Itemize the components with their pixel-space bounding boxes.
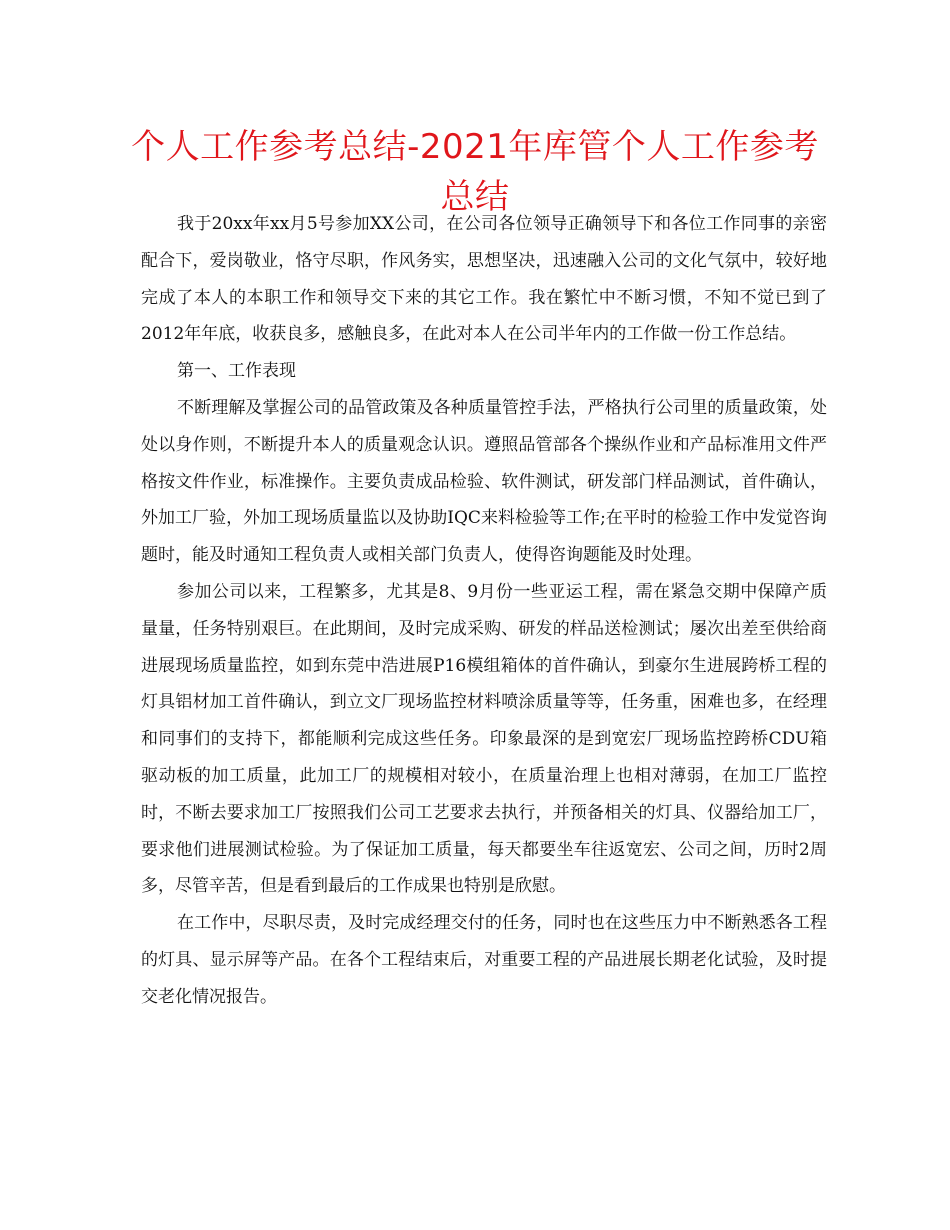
document-body — [141, 206, 827, 1016]
paragraph-intro: 我于20xx年xx月5号参加XX公司，在公司各位领导正确领导下和各位工作同事的亲密配合下，爱岗敬业，恪守尽职，作风务实，思想坚决，迅速融入公司的文化气氛中，较好地完成了本人的本职工作和领导交下来的其它工作。我在繁忙中不断习惯，不知不觉已到了2012年年底，收获良多，感触良多，在此对本人在公司半年内的工作做一份工作总结。 — [141, 214, 827, 345]
paragraph-responsibilities: 在工作中，尽职尽责，及时完成经理交付的任务，同时也在这些压力中不断熟悉各工程的灯具、显示屏等产品。在各个工程结束后，对重要工程的产品进展长期老化试验，及时提交老化情况报告。 — [141, 913, 827, 1007]
document-title: 个人工作参考总结-2021年库管个人工作参考总结 — [131, 127, 819, 217]
paragraph-quality-policy: 不断理解及掌握公司的品管政策及各种质量管控手法，严格执行公司里的质量政策，处处以身作则，不断提升本人的质量观念认识。遵照品管部各个操纵作业和产品标准用文件严格按文件作业，标准操作。主要负责成品检验、软件测试，研发部门样品测试，首件确认，外加工厂验，外加工现场质量监以及协助IQC来料检验等工作;在平时的检验工作中发觉咨询题时，能及时通知工程负责人或相关部门负责人，使得咨询题能及时处理。 — [141, 397, 827, 566]
paragraph-projects: 参加公司以来，工程繁多，尤其是8、9月份一些亚运工程，需在紧急交期中保障产质量量，任务特别艰巨。在此期间，及时完成采购、研发的样品送检测试；屡次出差至供给商进展现场质量监控，如到东莞中浩进展P16模组箱体的首件确认，到豪尔生进展跨桥工程的灯具铝材加工首件确认，到立文厂现场监控材料喷涂质量等等，任务重，困难也多，在经理和同事们的支持下，都能顺利完成这些任务。印象最深的是到宽宏厂现场监控跨桥CDU箱驱动板的加工质量，此加工厂的规模相对较小，在质量治理上也相对薄弱，在加工厂监控时，不断去要求加工厂按照我们公司工艺要求去执行，并预备相关的灯具、仪器给加工厂，要求他们进展测试检验。为了保证加工质量，每天都要坐车往返宽宏、公司之间，历时2周多，尽管辛苦，但是看到最后的工作成果也特别是欣慰。 — [141, 581, 827, 897]
section-heading-work-performance: 第一、工作表现 — [177, 361, 296, 382]
